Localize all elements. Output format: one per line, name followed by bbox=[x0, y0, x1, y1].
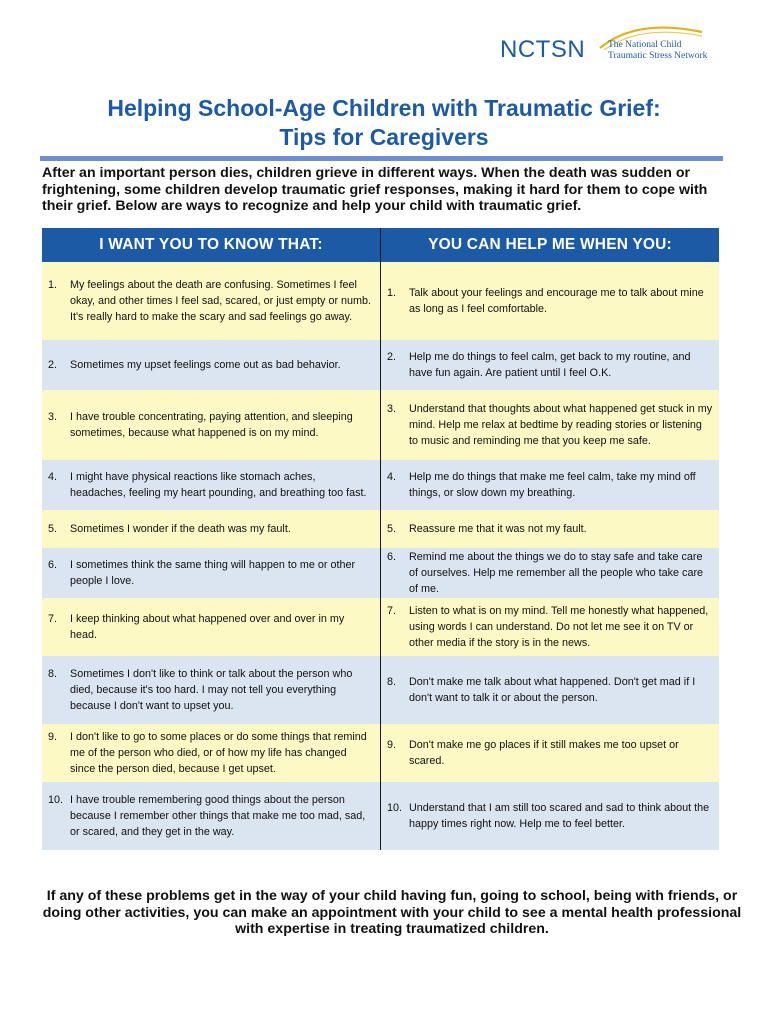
column-header-know: I WANT YOU TO KNOW THAT: bbox=[42, 228, 381, 262]
item-number: 3. bbox=[387, 403, 397, 415]
item-number: 1. bbox=[48, 279, 58, 291]
item-text: Don't make me talk about what happened. Don't get mad if I don't want to talk it or about the person. bbox=[409, 676, 696, 704]
item-text: I keep thinking about what happened over and over in my head. bbox=[70, 613, 345, 641]
know-cell bbox=[42, 656, 381, 724]
table-body bbox=[42, 262, 719, 850]
item-text: I sometimes think the same thing will happen to me or other people I love. bbox=[70, 559, 356, 587]
help-cell bbox=[381, 340, 719, 390]
know-cell bbox=[42, 390, 381, 460]
item-number: 7. bbox=[387, 605, 397, 617]
help-cell bbox=[381, 656, 719, 724]
item-text: Sometimes my upset feelings come out as bad behavior. bbox=[70, 359, 341, 371]
table-row bbox=[42, 262, 719, 340]
help-cell bbox=[381, 548, 719, 598]
know-cell bbox=[42, 460, 381, 510]
help-cell bbox=[381, 510, 719, 548]
logo-acronym: NCTSN bbox=[500, 36, 586, 63]
item-number: 2. bbox=[48, 359, 58, 371]
item-text: Remind me about the things we do to stay safe and take care of ourselves. Help me remember all the people who take care of me. bbox=[409, 551, 704, 595]
help-cell bbox=[381, 390, 719, 460]
logo-org-line1: The National Child bbox=[608, 40, 682, 50]
item-number: 7. bbox=[48, 613, 58, 625]
item-text: I have trouble concentrating, paying attention, and sleeping sometimes, because what happened is on my mind. bbox=[70, 411, 353, 439]
footer-note: If any of these problems get in the way of your child having fun, going to school, being with friends, or doing other activities, you can make an appointment with your child to see a mental health professional with expertise in treating traumatized children. bbox=[42, 888, 742, 937]
know-cell bbox=[42, 262, 381, 340]
page-title-line2: Tips for Caregivers bbox=[279, 124, 489, 150]
item-text: I don't like to go to some places or do some things that remind me of the person who died, or of how my life has changed since the person died, because I get upset. bbox=[70, 731, 367, 775]
table-row bbox=[42, 340, 719, 390]
help-cell bbox=[381, 460, 719, 510]
know-cell bbox=[42, 724, 381, 782]
table-row bbox=[42, 782, 719, 850]
tips-table bbox=[42, 228, 719, 850]
item-number: 8. bbox=[387, 676, 397, 688]
title-divider bbox=[40, 156, 723, 161]
table-header bbox=[42, 228, 719, 262]
help-cell bbox=[381, 782, 719, 850]
item-number: 8. bbox=[48, 668, 58, 680]
item-text: Sometimes I wonder if the death was my fault. bbox=[70, 523, 291, 535]
item-text: Understand that thoughts about what happened get stuck in my mind. Help me relax at bedtime by reading stories or listening to music and reminding me that you keep me safe. bbox=[409, 403, 713, 447]
item-text: Help me do things that make me feel calm, take my mind off things, or slow down my breathing. bbox=[409, 471, 696, 499]
item-number: 1. bbox=[387, 287, 397, 299]
item-number: 6. bbox=[387, 551, 397, 563]
item-number: 10. bbox=[387, 802, 403, 814]
item-number: 4. bbox=[48, 471, 58, 483]
item-number: 9. bbox=[387, 739, 397, 751]
help-cell bbox=[381, 262, 719, 340]
item-text: Listen to what is on my mind. Tell me honestly what happened, using words I can understand. Do not let me see it on TV or other media if the story is in the news. bbox=[409, 605, 709, 649]
item-number: 9. bbox=[48, 731, 58, 743]
item-text: I might have physical reactions like stomach aches, headaches, feeling my heart pounding, and breathing too fast. bbox=[70, 471, 367, 499]
item-text: I have trouble remembering good things about the person because I remember other things that make me too mad, sad, or scared, and they get in the way. bbox=[70, 794, 366, 838]
table-row bbox=[42, 548, 719, 598]
item-number: 5. bbox=[48, 523, 58, 535]
page-title-line1: Helping School-Age Children with Traumatic Grief: bbox=[107, 95, 661, 121]
logo-org-line2: Traumatic Stress Network bbox=[608, 51, 708, 61]
item-text: Talk about your feelings and encourage me to talk about mine as long as I feel comfortable. bbox=[409, 287, 704, 315]
item-number: 6. bbox=[48, 559, 58, 571]
table-row bbox=[42, 656, 719, 724]
know-cell bbox=[42, 598, 381, 656]
item-text: Sometimes I don't like to think or talk about the person who died, because it's too hard. I may not tell you everything because I don't want to upset you. bbox=[70, 668, 353, 712]
nctsn-logo bbox=[500, 22, 740, 72]
item-number: 4. bbox=[387, 471, 397, 483]
know-cell bbox=[42, 510, 381, 548]
item-text: Don't make me go places if it still makes me too upset or scared. bbox=[409, 739, 679, 767]
logo-org-name bbox=[608, 40, 707, 62]
page-title bbox=[40, 94, 728, 152]
item-text: Understand that I am still too scared and sad to think about the happy times right now. Help me to feel better. bbox=[409, 802, 710, 830]
know-cell bbox=[42, 782, 381, 850]
table-row bbox=[42, 724, 719, 782]
item-text: Help me do things to feel calm, get back to my routine, and have fun again. Are patient until I feel O.K. bbox=[409, 351, 691, 379]
know-cell bbox=[42, 548, 381, 598]
table-row bbox=[42, 460, 719, 510]
item-text: My feelings about the death are confusing. Sometimes I feel okay, and other times I feel sad, scared, or just empty or numb. It's really hard to make the scary and sad feelings go away. bbox=[70, 279, 372, 323]
know-cell bbox=[42, 340, 381, 390]
intro-paragraph: After an important person dies, children grieve in different ways. When the death was sudden or frightening, some children develop traumatic grief responses, making it hard for them to cope with their grief. Below are ways to recognize and help your child with traumatic grief. bbox=[42, 165, 708, 214]
table-row bbox=[42, 510, 719, 548]
column-header-help: YOU CAN HELP ME WHEN YOU: bbox=[428, 236, 672, 253]
help-cell bbox=[381, 724, 719, 782]
table-row bbox=[42, 598, 719, 656]
help-cell bbox=[381, 598, 719, 656]
item-number: 2. bbox=[387, 351, 397, 363]
table-row bbox=[42, 390, 719, 460]
item-number: 3. bbox=[48, 411, 58, 423]
item-number: 10. bbox=[48, 794, 64, 806]
item-number: 5. bbox=[387, 523, 397, 535]
item-text: Reassure me that it was not my fault. bbox=[409, 523, 587, 535]
